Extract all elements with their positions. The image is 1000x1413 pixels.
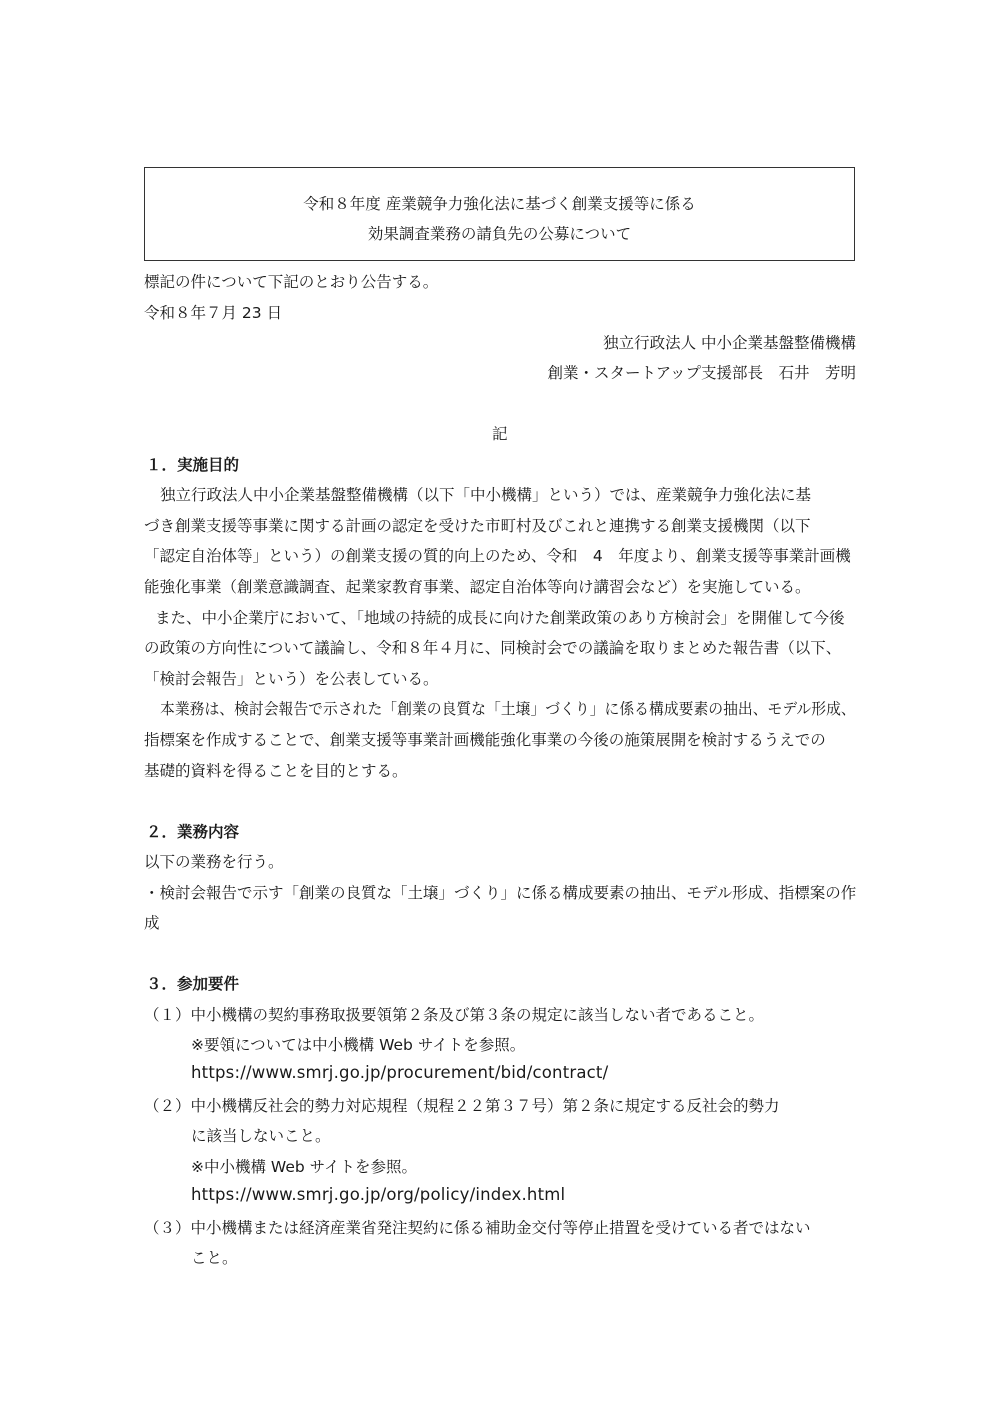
intro-text: 標記の件について下記のとおり公告する。 [144,273,439,291]
section2-heading: ２．業務内容 [146,823,240,841]
section3-item-cont: に該当しないこと。 [191,1127,331,1145]
section3-note: ※中小機構 Web サイトを参照。 [191,1158,418,1176]
section1-line: の政策の方向性について議論し、令和８年４月に、同検討会での議論を取りまとめた報告書（以下、 [144,639,842,657]
announcement-date: 令和８年７月 23 日 [144,304,283,322]
section3-item: （１）中小機構の契約事務取扱要領第２条及び第３条の規定に該当しない者であること。 [144,1006,765,1024]
section2-line: ・検討会報告で示す「創業の良質な「土壌」づくり」に係る構成要素の抽出、モデル形成、指標案の作 [144,884,857,902]
section3-item: （３）中小機構または経済産業省発注契約に係る補助金交付等停止措置を受けている者ではない [144,1219,811,1237]
contract-link[interactable]: https://www.smrj.go.jp/procurement/bid/contract/ [191,1063,609,1082]
title-box [144,167,855,261]
section3-heading: ３．参加要件 [146,975,240,993]
title-line-2: 効果調査業務の請負先の公募について [367,225,632,243]
section1-line: 「検討会報告」という）を公表している。 [144,670,439,688]
section1-line: 本業務は、検討会報告で示された「創業の良質な「土壌」づくり」に係る構成要素の抽出、モデル形成、 [160,700,856,718]
issuer-org: 独立行政法人 中小企業基盤整備機構 [603,334,856,352]
policy-link[interactable]: https://www.smrj.go.jp/org/policy/index.html [191,1185,566,1204]
issuer-person: 創業・スタートアップ支援部長 石井 芳明 [547,364,856,382]
title-line-1: 令和８年度 産業競争力強化法に基づく創業支援等に係る [303,195,696,213]
section1-line: 基礎的資料を得ることを目的とする。 [144,762,408,780]
section3-item-cont: こと。 [191,1249,238,1267]
section2-line: 成 [144,914,160,932]
section1-line: また、中小企業庁において、「地域の持続的成長に向けた創業政策のあり方検討会」を開催して今後 [155,609,845,627]
section3-item: （２）中小機構反社会的勢力対応規程（規程２２第３７号）第２条に規定する反社会的勢力 [144,1097,780,1115]
section2-line: 以下の業務を行う。 [144,853,284,871]
section1-line: 独立行政法人中小企業基盤整備機構（以下「中小機構」という）では、産業競争力強化法に基 [160,486,812,504]
section1-line: 能強化事業（創業意識調査、起業家教育事業、認定自治体等向け講習会など）を実施している。 [144,578,811,596]
ki-mark: 記 [492,425,508,443]
section3-note: ※要領については中小機構 Web サイトを参照。 [191,1036,526,1054]
section1-line: 指標案を作成することで、創業支援等事業計画機能強化事業の今後の施策展開を検討するうえでの [144,731,826,749]
section1-heading: １．実施目的 [146,456,240,474]
section1-line: 「認定自治体等」という）の創業支援の質的向上のため、令和 4 年度より、創業支援等事業計画機 [144,547,851,565]
section1-line: づき創業支援等事業に関する計画の認定を受けた市町村及びこれと連携する創業支援機関（以下 [144,517,811,535]
